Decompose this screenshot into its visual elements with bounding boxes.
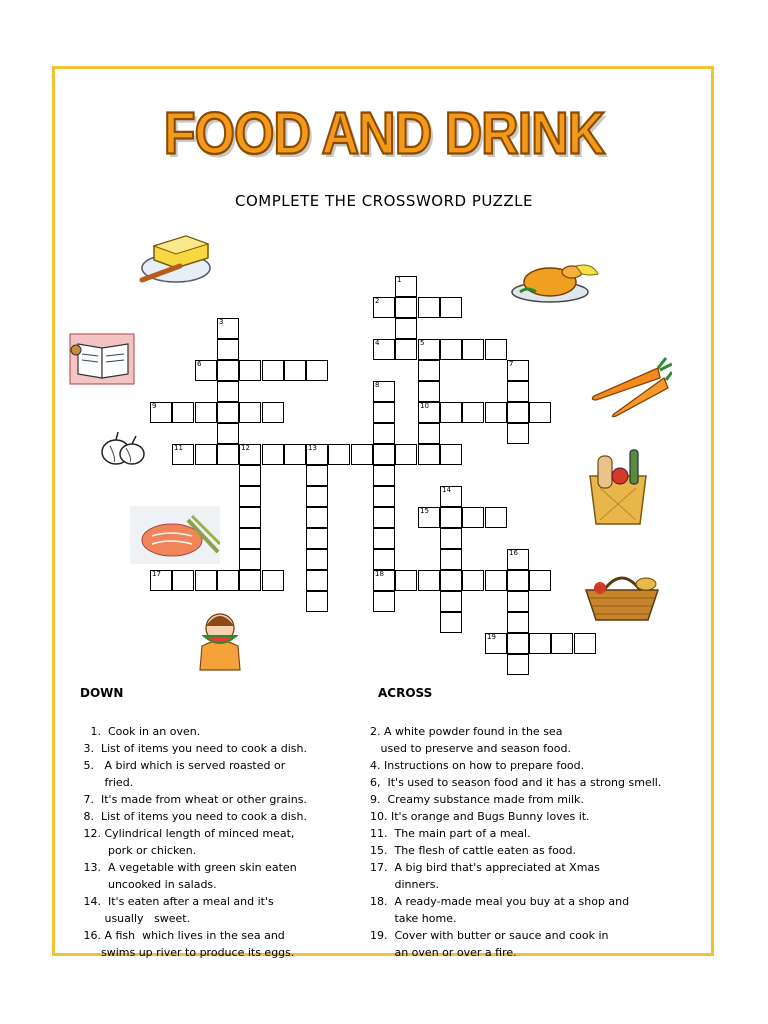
clue-number: 15 xyxy=(420,507,429,515)
crossword-cell[interactable] xyxy=(239,528,261,549)
crossword-cell[interactable] xyxy=(284,444,306,465)
clue-number: 12 xyxy=(241,444,250,452)
crossword-cell[interactable] xyxy=(440,486,462,507)
crossword-cell[interactable] xyxy=(306,360,328,381)
crossword-cell[interactable] xyxy=(217,318,239,339)
down-clue-line: pork or chicken. xyxy=(80,844,197,857)
crossword-cell[interactable] xyxy=(262,570,284,591)
clue-number: 3 xyxy=(219,318,224,326)
across-heading: ACROSS xyxy=(378,686,433,700)
crossword-cell[interactable] xyxy=(217,444,239,465)
crossword-cell[interactable] xyxy=(239,549,261,570)
crossword-cell[interactable] xyxy=(172,570,194,591)
crossword-cell[interactable] xyxy=(440,297,462,318)
crossword-cell[interactable] xyxy=(239,507,261,528)
crossword-cell[interactable] xyxy=(418,360,440,381)
down-clue-line: 13. A vegetable with green skin eaten xyxy=(80,861,297,874)
clue-number: 16 xyxy=(509,549,518,557)
crossword-cell[interactable] xyxy=(239,486,261,507)
clue-number: 2 xyxy=(375,297,380,305)
crossword-cell[interactable] xyxy=(462,507,484,528)
clue-number: 13 xyxy=(308,444,317,452)
clue-number: 7 xyxy=(509,360,514,368)
down-clue-line: 7. It's made from wheat or other grains. xyxy=(80,793,307,806)
across-clue-line: used to preserve and season food. xyxy=(370,742,571,755)
crossword-cell[interactable] xyxy=(485,633,507,654)
crossword-cell[interactable] xyxy=(306,507,328,528)
down-clue-line: 12. Cylindrical length of minced meat, xyxy=(80,827,295,840)
crossword-cell[interactable] xyxy=(195,570,217,591)
crossword-cell[interactable] xyxy=(507,549,529,570)
crossword-cell[interactable] xyxy=(485,570,507,591)
crossword-cell[interactable] xyxy=(395,276,417,297)
crossword-cell[interactable] xyxy=(507,654,529,675)
crossword-cell[interactable] xyxy=(462,570,484,591)
across-clue-line: 2. A white powder found in the sea xyxy=(370,725,563,738)
down-clue-line: swims up river to produce its eggs. xyxy=(80,946,295,959)
crossword-cell[interactable] xyxy=(507,612,529,633)
crossword-cell[interactable] xyxy=(306,591,328,612)
crossword-cell[interactable] xyxy=(373,297,395,318)
crossword-cell[interactable] xyxy=(373,486,395,507)
crossword-cell[interactable] xyxy=(440,402,462,423)
across-clue-line: 10. It's orange and Bugs Bunny loves it. xyxy=(370,810,590,823)
crossword-cell[interactable] xyxy=(172,444,194,465)
page-title: FOOD AND DRINK xyxy=(163,100,605,168)
clue-number: 19 xyxy=(487,633,496,641)
down-clue-line: usually sweet. xyxy=(80,912,191,925)
crossword-cell[interactable] xyxy=(217,402,239,423)
crossword-cell[interactable] xyxy=(373,591,395,612)
down-clue-line: fried. xyxy=(80,776,134,789)
crossword-cell[interactable] xyxy=(373,549,395,570)
clue-number: 18 xyxy=(375,570,384,578)
crossword-cell[interactable] xyxy=(373,507,395,528)
crossword-cell[interactable] xyxy=(172,402,194,423)
crossword-cell[interactable] xyxy=(529,570,551,591)
down-clue-line: 14. It's eaten after a meal and it's xyxy=(80,895,274,908)
crossword-cell[interactable] xyxy=(373,570,395,591)
crossword-cell[interactable] xyxy=(440,612,462,633)
crossword-cell[interactable] xyxy=(195,444,217,465)
crossword-cell[interactable] xyxy=(395,570,417,591)
crossword-cell[interactable] xyxy=(373,528,395,549)
across-clue-line: 4. Instructions on how to prepare food. xyxy=(370,759,585,772)
crossword-cell[interactable] xyxy=(529,633,551,654)
crossword-cell[interactable] xyxy=(150,402,172,423)
crossword-cell[interactable] xyxy=(262,402,284,423)
clue-number: 10 xyxy=(420,402,429,410)
crossword-cell[interactable] xyxy=(395,339,417,360)
crossword-cell[interactable] xyxy=(418,381,440,402)
crossword-cell[interactable] xyxy=(395,297,417,318)
crossword-cell[interactable] xyxy=(239,360,261,381)
crossword-cell[interactable] xyxy=(529,402,551,423)
crossword-cell[interactable] xyxy=(373,381,395,402)
down-clue-line: 16. A fish which lives in the sea and xyxy=(80,929,285,942)
crossword-cell[interactable] xyxy=(485,507,507,528)
across-clue-line: 9. Creamy substance made from milk. xyxy=(370,793,584,806)
crossword-cell[interactable] xyxy=(418,297,440,318)
crossword-cell[interactable] xyxy=(507,633,529,654)
across-clues xyxy=(370,723,710,963)
clue-number: 8 xyxy=(375,381,380,389)
crossword-cell[interactable] xyxy=(395,318,417,339)
crossword-cell[interactable] xyxy=(306,486,328,507)
crossword-cell[interactable] xyxy=(373,444,395,465)
crossword-cell[interactable] xyxy=(239,570,261,591)
crossword-cell[interactable] xyxy=(507,381,529,402)
crossword-cell[interactable] xyxy=(217,423,239,444)
crossword-cell[interactable] xyxy=(395,444,417,465)
crossword-cell[interactable] xyxy=(507,402,529,423)
crossword-cell[interactable] xyxy=(195,360,217,381)
down-clue-line: 8. List of items you need to cook a dish. xyxy=(80,810,307,823)
crossword-cell[interactable] xyxy=(418,402,440,423)
crossword-cell[interactable] xyxy=(217,360,239,381)
crossword-cell[interactable] xyxy=(462,339,484,360)
crossword-cell[interactable] xyxy=(507,570,529,591)
crossword-cell[interactable] xyxy=(440,549,462,570)
clue-number: 14 xyxy=(442,486,451,494)
across-clue-line: 11. The main part of a meal. xyxy=(370,827,531,840)
crossword-cell[interactable] xyxy=(217,570,239,591)
crossword-cell[interactable] xyxy=(373,402,395,423)
crossword-cell[interactable] xyxy=(262,360,284,381)
across-clue-line: take home. xyxy=(370,912,457,925)
crossword-cell[interactable] xyxy=(440,507,462,528)
crossword-cell[interactable] xyxy=(507,423,529,444)
down-clue-line: 3. List of items you need to cook a dish. xyxy=(80,742,307,755)
clue-number: 5 xyxy=(420,339,425,347)
crossword-cell[interactable] xyxy=(239,402,261,423)
down-clue-line: 1. Cook in an oven. xyxy=(80,725,201,738)
crossword-cell[interactable] xyxy=(485,402,507,423)
crossword-cell[interactable] xyxy=(373,465,395,486)
crossword-cell[interactable] xyxy=(373,423,395,444)
across-clue-line: 17. A big bird that's appreciated at Xmas xyxy=(370,861,600,874)
across-clue-line: 18. A ready-made meal you buy at a shop and xyxy=(370,895,630,908)
crossword-cell[interactable] xyxy=(306,570,328,591)
clue-number: 11 xyxy=(174,444,183,452)
clue-number: 1 xyxy=(397,276,402,284)
crossword-cell[interactable] xyxy=(440,591,462,612)
crossword-cell[interactable] xyxy=(284,360,306,381)
down-heading: DOWN xyxy=(80,686,124,700)
crossword-cell[interactable] xyxy=(351,444,373,465)
across-clue-line: 19. Cover with butter or sauce and cook in xyxy=(370,929,609,942)
crossword-cell[interactable] xyxy=(485,339,507,360)
across-clue-line: 15. The flesh of cattle eaten as food. xyxy=(370,844,577,857)
clue-number: 4 xyxy=(375,339,380,347)
across-clue-line: an oven or over a fire. xyxy=(370,946,517,959)
crossword-cell[interactable] xyxy=(462,402,484,423)
across-clue-line: dinners. xyxy=(370,878,439,891)
crossword-cell[interactable] xyxy=(418,570,440,591)
clue-number: 6 xyxy=(197,360,202,368)
crossword-cell[interactable] xyxy=(418,444,440,465)
crossword-cell[interactable] xyxy=(150,570,172,591)
crossword-cell[interactable] xyxy=(574,633,596,654)
crossword-cell[interactable] xyxy=(195,402,217,423)
crossword-cell[interactable] xyxy=(306,444,328,465)
crossword-cell[interactable] xyxy=(418,423,440,444)
crossword-cell[interactable] xyxy=(239,444,261,465)
crossword-cell[interactable] xyxy=(239,465,261,486)
page-subtitle: COMPLETE THE CROSSWORD PUZZLE xyxy=(235,192,533,210)
crossword-cell[interactable] xyxy=(217,339,239,360)
crossword-cell[interactable] xyxy=(440,528,462,549)
crossword-cell[interactable] xyxy=(306,549,328,570)
crossword-cell[interactable] xyxy=(440,339,462,360)
crossword-cell[interactable] xyxy=(551,633,573,654)
crossword-cell[interactable] xyxy=(418,339,440,360)
down-clue-line: 5. A bird which is served roasted or xyxy=(80,759,286,772)
clue-number: 17 xyxy=(152,570,161,578)
across-clue-line: 6, It's used to season food and it has a strong smell. xyxy=(370,776,662,789)
crossword-cell[interactable] xyxy=(373,339,395,360)
crossword-cell[interactable] xyxy=(217,381,239,402)
crossword-cell[interactable] xyxy=(262,444,284,465)
down-clue-line: uncooked in salads. xyxy=(80,878,217,891)
crossword-cell[interactable] xyxy=(306,465,328,486)
crossword-cell[interactable] xyxy=(507,591,529,612)
clue-number: 9 xyxy=(152,402,157,410)
crossword-cell[interactable] xyxy=(328,444,350,465)
crossword-cell[interactable] xyxy=(418,507,440,528)
crossword-cell[interactable] xyxy=(440,444,462,465)
crossword-cell[interactable] xyxy=(306,528,328,549)
down-clues xyxy=(80,723,370,963)
crossword-cell[interactable] xyxy=(440,570,462,591)
crossword-cell[interactable] xyxy=(507,360,529,381)
